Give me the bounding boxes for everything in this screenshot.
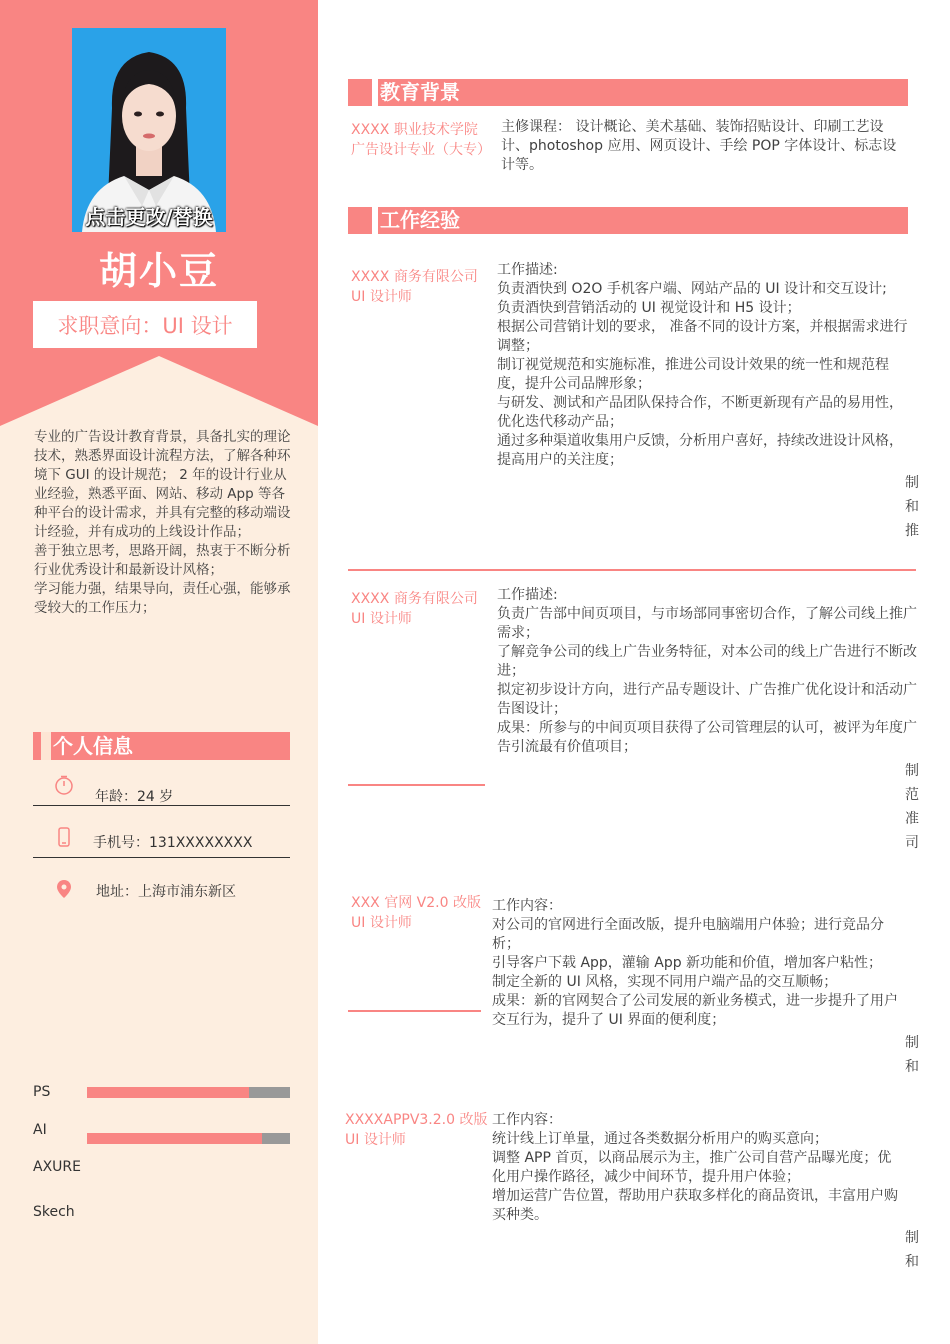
job-line: 对公司的官网进行全面改版，提升电脑端用户体验；进行竞品分析； xyxy=(492,917,884,952)
job-company: XXX 官网 V2.0 改版 xyxy=(351,895,481,911)
skill-label: Skech xyxy=(33,1204,75,1220)
overflow-text xyxy=(905,759,925,851)
education-school-info xyxy=(351,120,491,160)
skill-label: AXURE xyxy=(33,1159,81,1175)
intro-paragraph: 善于独立思考，思路开阔，热衷于不断分析行业优秀设计和最新设计风格； xyxy=(34,543,291,578)
overflow-char: 准 xyxy=(905,811,919,827)
job-org-info xyxy=(351,893,481,933)
overflow-text xyxy=(905,1031,925,1081)
section-divider xyxy=(348,784,485,786)
overflow-char: 推 xyxy=(905,523,919,539)
job-company: XXXXAPPV3.2.0 改版 xyxy=(345,1112,488,1128)
skill-label: PS xyxy=(33,1084,51,1100)
overflow-char: 制 xyxy=(905,475,919,491)
job-line: 制订视觉规范和实施标准，推进公司设计效果的统一性和规范程度，提升公司品牌形象； xyxy=(497,357,889,392)
overflow-char: 司 xyxy=(905,835,919,851)
address-row xyxy=(33,874,290,910)
overflow-text xyxy=(905,1226,925,1276)
skill-bar xyxy=(87,1133,290,1144)
age-text: 年龄：24 岁 xyxy=(95,789,174,805)
education-title: 教育背景 xyxy=(380,80,460,104)
overflow-char: 范 xyxy=(905,787,919,803)
phone-text: 手机号：131XXXXXXXX xyxy=(93,835,253,851)
address-text: 地址：上海市浦东新区 xyxy=(96,884,236,900)
section-divider xyxy=(348,569,916,571)
job-intent: 求职意向：UI 设计 xyxy=(33,301,257,348)
job-line: 工作描述: xyxy=(497,262,558,278)
intro-paragraph: 学习能力强，结果导向，责任心强，能够承受较大的工作压力； xyxy=(34,581,291,616)
personal-info-heading xyxy=(33,732,290,760)
major-name: 广告设计专业（大专） xyxy=(351,142,491,158)
photo-replace-caption[interactable]: 点击更改/替换 xyxy=(85,205,213,229)
location-pin-icon xyxy=(53,878,75,900)
school-name: XXXX 职业技术学院 xyxy=(351,122,478,138)
job-org-info xyxy=(351,589,478,629)
job-line: 工作内容： xyxy=(492,898,562,914)
job-description xyxy=(492,897,904,1030)
skill-bar-fill xyxy=(87,1087,249,1098)
job-role: UI 设计师 xyxy=(345,1132,406,1148)
overflow-char: 和 xyxy=(905,499,919,515)
job-line: 成果：所参与的中间页项目获得了公司管理层的认可，被评为年度广告引流最有价值项目； xyxy=(497,720,917,755)
job-line: 增加运营广告位置，帮助用户获取多样化的商品资讯，丰富用户购买种类。 xyxy=(492,1188,898,1223)
job-line: 统计线上订单量，通过各类数据分析用户的购买意向； xyxy=(492,1131,828,1147)
job-line: 制定全新的 UI 风格，实现不同用户端产品的交互顺畅； xyxy=(492,974,838,990)
section-divider xyxy=(348,1010,481,1012)
overflow-char: 制 xyxy=(905,1035,919,1051)
overflow-char: 制 xyxy=(905,1230,919,1246)
stopwatch-icon xyxy=(53,774,75,796)
personal-info-title: 个人信息 xyxy=(53,734,133,758)
overflow-char: 和 xyxy=(905,1059,919,1075)
skill-bar-fill xyxy=(87,1133,262,1144)
job-org-info xyxy=(345,1110,487,1150)
phone-row xyxy=(33,822,290,858)
skill-label: AI xyxy=(33,1122,47,1138)
job-line: 负责广告部中间页项目，与市场部同事密切合作，了解公司线上推广需求； xyxy=(497,606,917,641)
job-line: 引导客户下载 App，灌输 App 新功能和价值，增加客户粘性； xyxy=(492,955,883,971)
skill-bar xyxy=(87,1087,290,1098)
heading-accent-block xyxy=(372,207,378,234)
overflow-char: 制 xyxy=(905,763,919,779)
job-line: 了解竞争公司的线上广告业务特征，对本公司的线上广告进行不断改进； xyxy=(497,644,917,679)
job-line: 通过多种渠道收集用户反馈，分析用户喜好，持续改进设计风格，提高用户的关注度； xyxy=(497,433,903,468)
education-heading xyxy=(348,79,908,106)
heading-accent-block xyxy=(41,732,51,760)
overflow-char: 和 xyxy=(905,1254,919,1270)
job-role: UI 设计师 xyxy=(351,611,412,627)
job-line: 工作内容： xyxy=(492,1112,562,1128)
job-line: 调整 APP 首页，以商品展示为主，推广公司自营产品曝光度；优化用户操作路径，减少中间环节，提升用户体验； xyxy=(492,1150,892,1185)
job-line: 与研发、测试和产品团队保持合作，不断更新现有产品的易用性，优化迭代移动产品； xyxy=(497,395,903,430)
overflow-text xyxy=(905,471,925,539)
work-heading xyxy=(348,207,908,234)
age-row xyxy=(33,770,290,806)
job-line: 拟定初步设计方向，进行产品专题设计、广告推广优化设计和活动广告图设计； xyxy=(497,682,917,717)
mobile-phone-icon xyxy=(53,826,75,848)
self-introduction xyxy=(34,428,294,618)
job-description xyxy=(497,261,909,470)
job-role: UI 设计师 xyxy=(351,915,412,931)
job-line: 成果：新的官网契合了公司发展的新业务模式，进一步提升了用户交互行为，提升了 UI 界面的便利度； xyxy=(492,993,898,1028)
education-courses: 主修课程： 设计概论、美术基础、装饰招贴设计、印刷工艺设计、photoshop 应用、网页设计、手绘 POP 字体设计、标志设计等。 xyxy=(501,119,897,173)
work-title: 工作经验 xyxy=(380,208,460,232)
job-line: 负责酒快到 O2O 手机客户端、网站产品的 UI 设计和交互设计; xyxy=(497,281,887,297)
profile-photo[interactable] xyxy=(72,28,226,232)
job-company: XXXX 商务有限公司 xyxy=(351,591,478,607)
heading-accent-block xyxy=(372,79,378,106)
job-line: 根据公司营销计划的要求， 准备不同的设计方案，并根据需求进行调整； xyxy=(497,319,908,354)
intro-paragraph: 专业的广告设计教育背景，具备扎实的理论技术，熟悉界面设计流程方法，了解各种环境下 GUI 的设计规范； 2 年的设计行业从业经验，熟悉平面、网站、移动 App 等各种平台的设计需求，并具有完整的移动端设计经验，并有成功的上线设计作品； xyxy=(34,429,291,540)
job-description xyxy=(492,1111,904,1225)
job-role: UI 设计师 xyxy=(351,289,412,305)
job-org-info xyxy=(351,267,478,307)
person-name: 胡小豆 xyxy=(98,249,219,293)
job-line: 负责酒快到营销活动的 UI 视觉设计和 H5 设计； xyxy=(497,300,801,316)
job-company: XXXX 商务有限公司 xyxy=(351,269,478,285)
left-column xyxy=(0,0,318,1344)
job-line: 工作描述: xyxy=(497,587,558,603)
job-description xyxy=(497,586,917,757)
